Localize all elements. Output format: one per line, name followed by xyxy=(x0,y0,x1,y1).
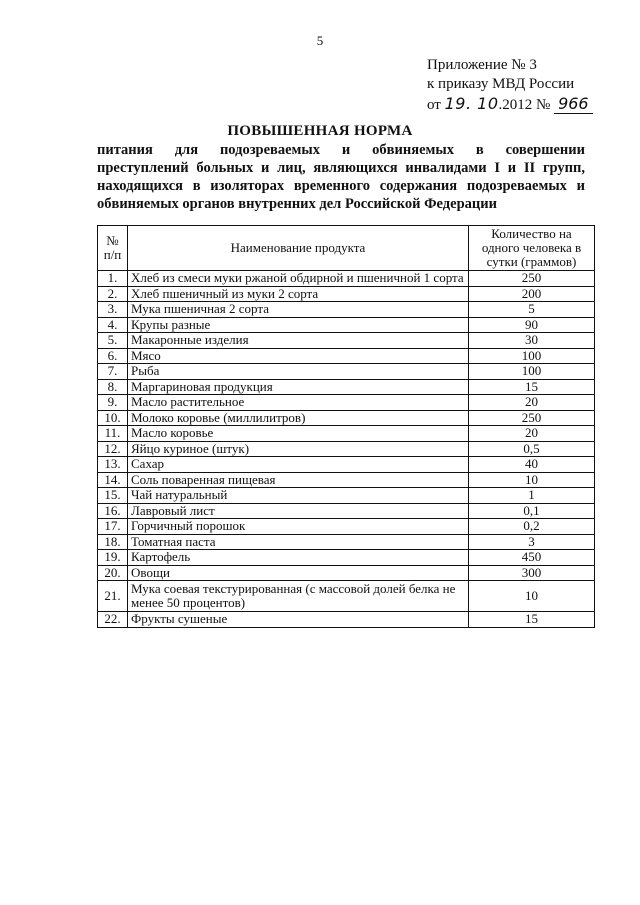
row-product-name: Рыба xyxy=(128,364,469,380)
row-product-name: Мясо xyxy=(128,348,469,364)
row-quantity: 450 xyxy=(469,550,595,566)
row-product-name: Молоко коровье (миллилитров) xyxy=(128,410,469,426)
row-product-name: Яйцо куриное (штук) xyxy=(128,441,469,457)
row-number: 19. xyxy=(98,550,128,566)
table-row xyxy=(98,519,595,535)
row-product-name: Маргариновая продукция xyxy=(128,379,469,395)
table-row xyxy=(98,426,595,442)
table-row xyxy=(98,472,595,488)
header-product-name: Наименование продукта xyxy=(128,226,469,271)
row-number: 17. xyxy=(98,519,128,535)
row-product-name: Сахар xyxy=(128,457,469,473)
page-number: 5 xyxy=(316,33,324,48)
table-row xyxy=(98,286,595,302)
subtitle-line: обвиняемых органов внутренних дел Российской Федерации xyxy=(97,196,497,212)
row-number: 11. xyxy=(98,426,128,442)
row-number: 10. xyxy=(98,410,128,426)
table-row xyxy=(98,441,595,457)
row-number: 16. xyxy=(98,503,128,519)
table-row xyxy=(98,581,595,612)
appendix-order-reference: к приказу МВД России xyxy=(427,76,575,92)
row-product-name: Фрукты сушеные xyxy=(128,612,469,628)
row-number: 21. xyxy=(98,581,128,612)
table-row xyxy=(98,271,595,287)
table-row xyxy=(98,317,595,333)
row-quantity: 3 xyxy=(469,534,595,550)
document-title: ПОВЫШЕННАЯ НОРМА xyxy=(227,123,413,139)
food-norms-table xyxy=(97,225,595,628)
row-number: 6. xyxy=(98,348,128,364)
row-quantity: 250 xyxy=(469,410,595,426)
row-product-name: Мука пшеничная 2 сорта xyxy=(128,302,469,318)
row-product-name: Крупы разные xyxy=(128,317,469,333)
row-quantity: 1 xyxy=(469,488,595,504)
date-year: .2012 xyxy=(498,97,533,113)
table-row xyxy=(98,348,595,364)
subtitle-line: преступлений больных и лиц, являющихся инвалидами I и II групп, xyxy=(97,160,585,176)
row-number: 1. xyxy=(98,271,128,287)
row-product-name: Хлеб из смеси муки ржаной обдирной и пшеничной 1 сорта xyxy=(128,271,469,287)
row-quantity: 90 xyxy=(469,317,595,333)
row-number: 15. xyxy=(98,488,128,504)
row-product-name: Овощи xyxy=(128,565,469,581)
row-product-name: Макаронные изделия xyxy=(128,333,469,349)
appendix-title: Приложение № 3 xyxy=(427,57,537,73)
row-quantity: 200 xyxy=(469,286,595,302)
table-row xyxy=(98,612,595,628)
table-row xyxy=(98,395,595,411)
row-quantity: 5 xyxy=(469,302,595,318)
row-quantity: 20 xyxy=(469,426,595,442)
row-product-name: Чай натуральный xyxy=(128,488,469,504)
appendix-header xyxy=(427,56,593,115)
header-number: № п/п xyxy=(98,226,128,271)
row-product-name: Масло коровье xyxy=(128,426,469,442)
row-quantity: 15 xyxy=(469,612,595,628)
row-quantity: 0,5 xyxy=(469,441,595,457)
row-product-name: Масло растительное xyxy=(128,395,469,411)
row-number: 3. xyxy=(98,302,128,318)
row-number: 12. xyxy=(98,441,128,457)
row-quantity: 0,2 xyxy=(469,519,595,535)
date-prefix: от xyxy=(427,97,441,113)
document-subtitle xyxy=(97,141,585,213)
row-number: 9. xyxy=(98,395,128,411)
row-quantity: 20 xyxy=(469,395,595,411)
row-quantity: 10 xyxy=(469,472,595,488)
table-body xyxy=(98,271,595,628)
appendix-date-line xyxy=(427,94,593,115)
row-number: 14. xyxy=(98,472,128,488)
table-row xyxy=(98,457,595,473)
table-row xyxy=(98,410,595,426)
row-number: 4. xyxy=(98,317,128,333)
row-number: 5. xyxy=(98,333,128,349)
row-product-name: Горчичный порошок xyxy=(128,519,469,535)
table-row xyxy=(98,503,595,519)
row-number: 18. xyxy=(98,534,128,550)
row-product-name: Лавровый лист xyxy=(128,503,469,519)
table-row xyxy=(98,302,595,318)
table-row xyxy=(98,488,595,504)
handwritten-date: 19. 10 xyxy=(444,94,499,113)
row-number: 2. xyxy=(98,286,128,302)
row-number: 22. xyxy=(98,612,128,628)
row-product-name: Картофель xyxy=(128,550,469,566)
table-row xyxy=(98,333,595,349)
row-quantity: 15 xyxy=(469,379,595,395)
row-quantity: 10 xyxy=(469,581,595,612)
table-row xyxy=(98,550,595,566)
subtitle-line: находящихся в изоляторах временного содержания подозреваемых и xyxy=(97,178,585,194)
row-quantity: 250 xyxy=(469,271,595,287)
row-quantity: 100 xyxy=(469,364,595,380)
row-product-name: Мука соевая текстурированная (с массовой долей белка не менее 50 процентов) xyxy=(128,581,469,612)
table-header-row xyxy=(98,226,595,271)
row-number: 20. xyxy=(98,565,128,581)
number-prefix: № xyxy=(536,97,551,113)
handwritten-order-number: 966 xyxy=(554,94,593,114)
subtitle-line: питания для подозреваемых и обвиняемых в совершении xyxy=(97,142,585,158)
row-number: 7. xyxy=(98,364,128,380)
table-row xyxy=(98,379,595,395)
table-row xyxy=(98,565,595,581)
row-product-name: Хлеб пшеничный из муки 2 сорта xyxy=(128,286,469,302)
header-quantity: Количество на одного человека в сутки (граммов) xyxy=(469,226,595,271)
row-quantity: 30 xyxy=(469,333,595,349)
row-product-name: Соль поваренная пищевая xyxy=(128,472,469,488)
row-quantity: 100 xyxy=(469,348,595,364)
table-row xyxy=(98,534,595,550)
table-row xyxy=(98,364,595,380)
row-quantity: 40 xyxy=(469,457,595,473)
row-quantity: 300 xyxy=(469,565,595,581)
row-product-name: Томатная паста xyxy=(128,534,469,550)
row-number: 13. xyxy=(98,457,128,473)
row-number: 8. xyxy=(98,379,128,395)
row-quantity: 0,1 xyxy=(469,503,595,519)
